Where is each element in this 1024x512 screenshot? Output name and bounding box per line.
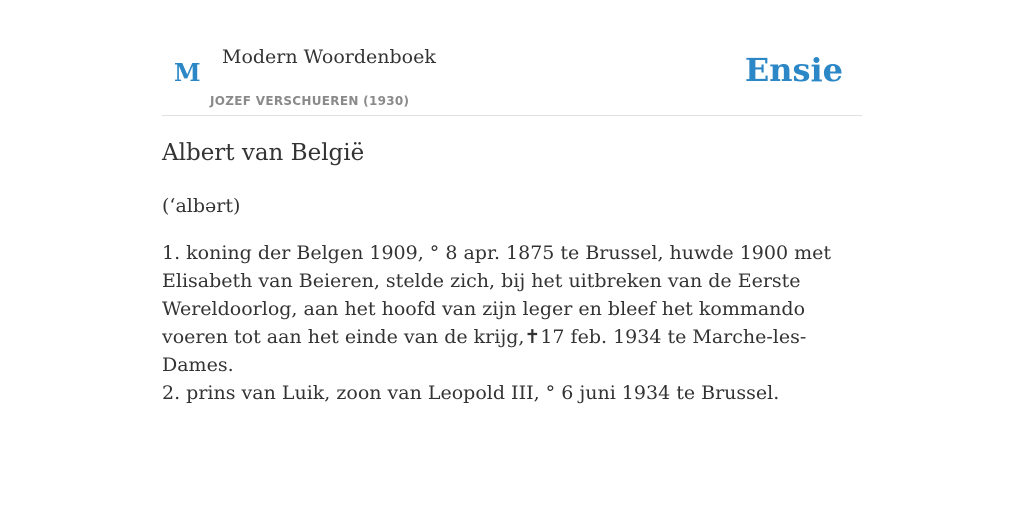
book-author: JOZEF VERSCHUEREN (1930): [210, 94, 410, 108]
ensie-logo-link[interactable]: Ensie: [744, 51, 843, 89]
entry-pronunciation: (ʻalbərt): [162, 195, 241, 217]
book-title: Modern Woordenboek: [222, 46, 436, 68]
definition-item-1: 1. koning der Belgen 1909, ° 8 apr. 1875 te Brussel, huwde 1900 met Elisabeth van Beieren, stelde zich, bij het uitbreken van de Eerste Wereldoorlog, aan het hoofd van zijn leger en bleef het kommando voeren tot aan het einde van de krijg,✝17 feb. 1934 te Marche-les-Dames.: [162, 242, 831, 376]
book-logo-link[interactable]: M: [174, 58, 201, 87]
header: [162, 40, 862, 116]
entry-headword: Albert van België: [162, 140, 365, 166]
definition-list: [162, 239, 862, 407]
definition-item-2: 2. prins van Luik, zoon van Leopold III, ° 6 juni 1934 te Brussel.: [162, 382, 780, 404]
